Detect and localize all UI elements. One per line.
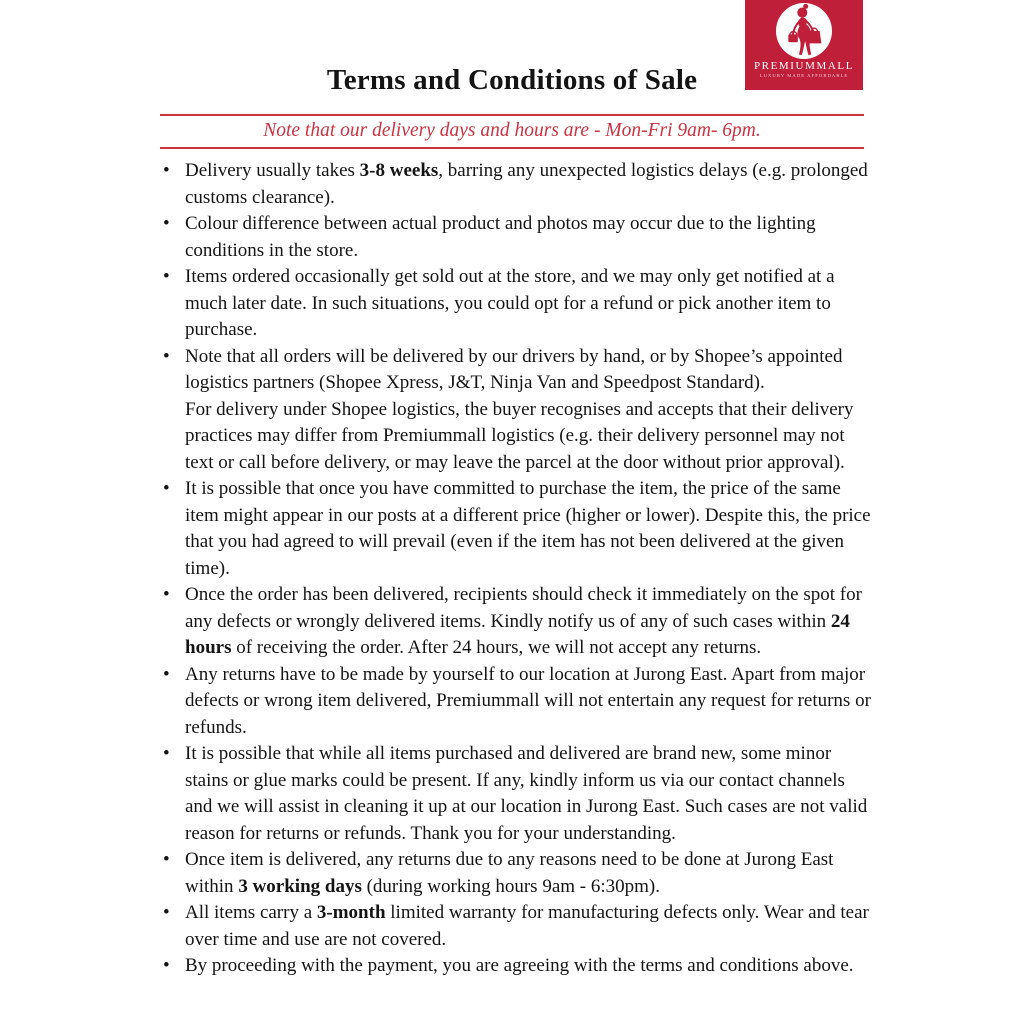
terms-list — [160, 158, 872, 980]
term-item — [160, 264, 872, 344]
term-text: It is possible that while all items purchased and delivered are brand new, some minor stains or glue marks could be present. If any, kindly inform us via our contact channels and we will assist in cleaning it up at our location in Jurong East. Such cases are not valid reason for returns or refunds. Thank you for your understanding. — [185, 743, 868, 844]
page-title: Terms and Conditions of Sale — [326, 64, 698, 96]
bullet-marker: • — [163, 160, 170, 181]
bullet-marker: • — [163, 584, 170, 605]
document-content — [160, 64, 872, 980]
bullet-marker: • — [163, 955, 170, 976]
term-text: Any returns have to be made by yourself to our location at Jurong East. Apart from major defects or wrong item delivered, Premiummall will not entertain any request for returns or refunds. — [185, 663, 871, 738]
bullet-marker: • — [163, 663, 170, 685]
delivery-note-text: Note that our delivery days and hours are - Mon-Fri 9am- 6pm. — [263, 120, 761, 141]
term-item — [160, 582, 872, 662]
term-text: Colour difference between actual product and photos may occur due to the lighting conditions in the store. — [185, 213, 816, 261]
bullet-marker: • — [163, 345, 170, 367]
premiummall-logo — [745, 0, 863, 90]
logo-brand-text: PREMIUMMALL — [753, 60, 855, 72]
term-item — [160, 344, 872, 477]
term-item — [160, 158, 872, 211]
bullet-marker: • — [163, 849, 170, 870]
term-text: All items carry a 3-month limited warranty for manufacturing defects only. Wear and tear over time and use are not covered. — [185, 902, 869, 950]
woman-with-shopping-bags-icon — [776, 3, 832, 59]
bullet-marker: • — [163, 478, 170, 499]
term-item — [160, 476, 872, 582]
bullet-marker: • — [163, 266, 170, 287]
term-text: Once the order has been delivered, recipients should check it immediately on the spot for any defects or wrongly delivered items. Kindly notify us of any of such cases within 24 hours of receiving the order. After 24 hours, we will not accept any returns. — [185, 584, 862, 658]
term-text: Delivery usually takes 3-8 weeks, barring any unexpected logistics delays (e.g. prolonged customs clearance). — [185, 160, 868, 208]
term-item — [160, 953, 872, 980]
term-text: Once item is delivered, any returns due to any reasons need to be done at Jurong East within 3 working days (during working hours 9am - 6:30pm). — [185, 849, 834, 897]
term-item — [160, 211, 872, 264]
term-item — [160, 741, 872, 847]
term-item — [160, 900, 872, 953]
term-text: By proceeding with the payment, you are agreeing with the terms and conditions above. — [185, 955, 854, 976]
bullet-marker: • — [163, 213, 170, 234]
bullet-marker: • — [163, 902, 170, 923]
bullet-marker: • — [163, 743, 170, 764]
term-item — [160, 847, 872, 900]
term-text: Note that all orders will be delivered by our drivers by hand, or by Shopee’s appointed logistics partners (Shopee Xpress, J&T, Ninja Van and Speedpost Standard). For delivery under Shopee logistics, the buyer recognises and accepts that their delivery practices may differ from Premiummall logistics (e.g. their delivery personnel may not text or call before delivery, or may leave the parcel at the door without prior approval). — [185, 345, 854, 473]
term-item — [160, 662, 872, 742]
delivery-note-banner — [160, 114, 864, 149]
logo-tagline: LUXURY MADE AFFORDABLE — [759, 73, 849, 78]
term-text: Items ordered occasionally get sold out at the store, and we may only get notified at a much later date. In such situations, you could opt for a refund or pick another item to purchase. — [185, 266, 835, 340]
term-text: It is possible that once you have committed to purchase the item, the price of the same item might appear in our posts at a different price (higher or lower). Despite this, the price that you had agreed to will prevail (even if the item has not been delivered at the given time). — [185, 478, 871, 579]
